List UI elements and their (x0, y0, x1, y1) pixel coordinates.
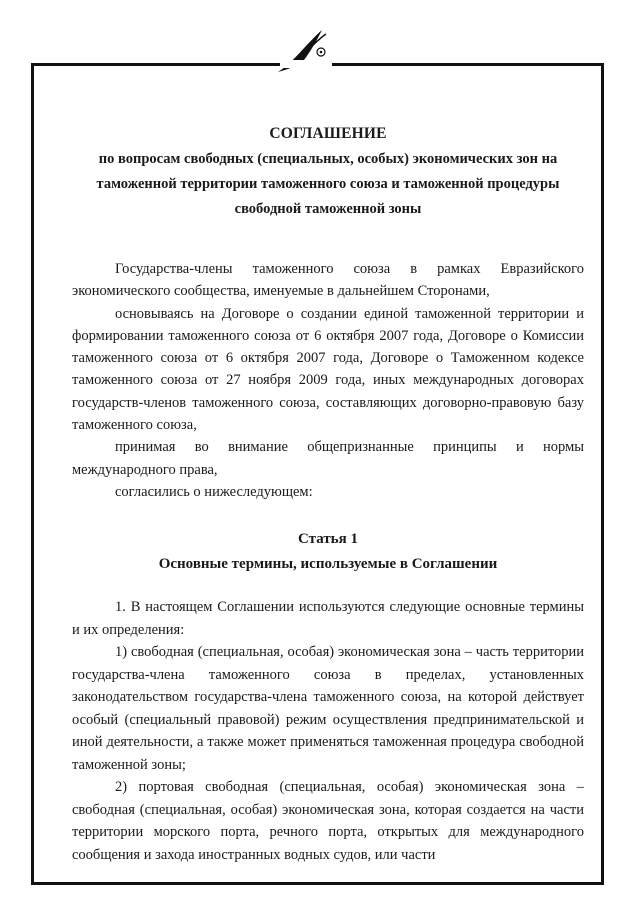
document-subtitle-line-2: таможенной территории таможенного союза и таможенной процедуры (96, 176, 560, 192)
article-paragraph: 2) портовая свободная (специальная, особая) экономическая зона – свободная (специальная, особая) экономическая зона, которая создается на части территории морского порта, речного порта, открытых для международного сообщения и захода иностранных водных судов, или части (72, 779, 584, 863)
article-paragraph: 1. В настоящем Соглашении используются следующие основные термины и их определения: (72, 599, 584, 638)
document-header (72, 120, 584, 222)
document-title: СОГЛАШЕНИЕ (269, 125, 387, 142)
frame-gap (280, 60, 332, 68)
document-subtitle-line-1: по вопросам свободных (специальных, особых) экономических зон на (98, 151, 558, 167)
preamble-paragraph: согласились о нижеследующем: (115, 483, 313, 500)
preamble (72, 258, 584, 503)
article-heading-block (72, 527, 584, 577)
article-paragraph: 1) свободная (специальная, особая) экономическая зона – часть территории государства-члена таможенного союза в пределах, установленных законодательством государства-члена таможенного союза, на которой действует особый (специальный правовой) режим осуществления предпринимательской и иной деятельности, а также может применяться таможенная процедура свободной таможенной зоны; (72, 644, 584, 773)
article-heading: Основные термины, используемые в Соглашении (158, 556, 498, 572)
article-body (72, 596, 584, 866)
document-subtitle-line-3: свободной таможенной зоны (234, 201, 422, 217)
preamble-paragraph: основываясь на Договоре о создании единой таможенной территории и формировании таможенного союза от 6 октября 2007 года, Договоре о Комиссии таможенного союза от 6 октября 2007 года, Договоре о Таможенном кодексе таможенного союза от 27 ноября 2009 года, иных международных договорах государств-членов таможенного союза, составляющих договорно-правовую базу таможенного союза, (72, 305, 584, 434)
article-number: Статья 1 (298, 531, 358, 547)
preamble-paragraph: Государства-члены таможенного союза в рамках Евразийского экономического сообщества, именуемые в дальнейшем Сторонами, (72, 261, 584, 300)
preamble-paragraph: принимая во внимание общепризнанные принципы и нормы международного права, (72, 439, 584, 478)
